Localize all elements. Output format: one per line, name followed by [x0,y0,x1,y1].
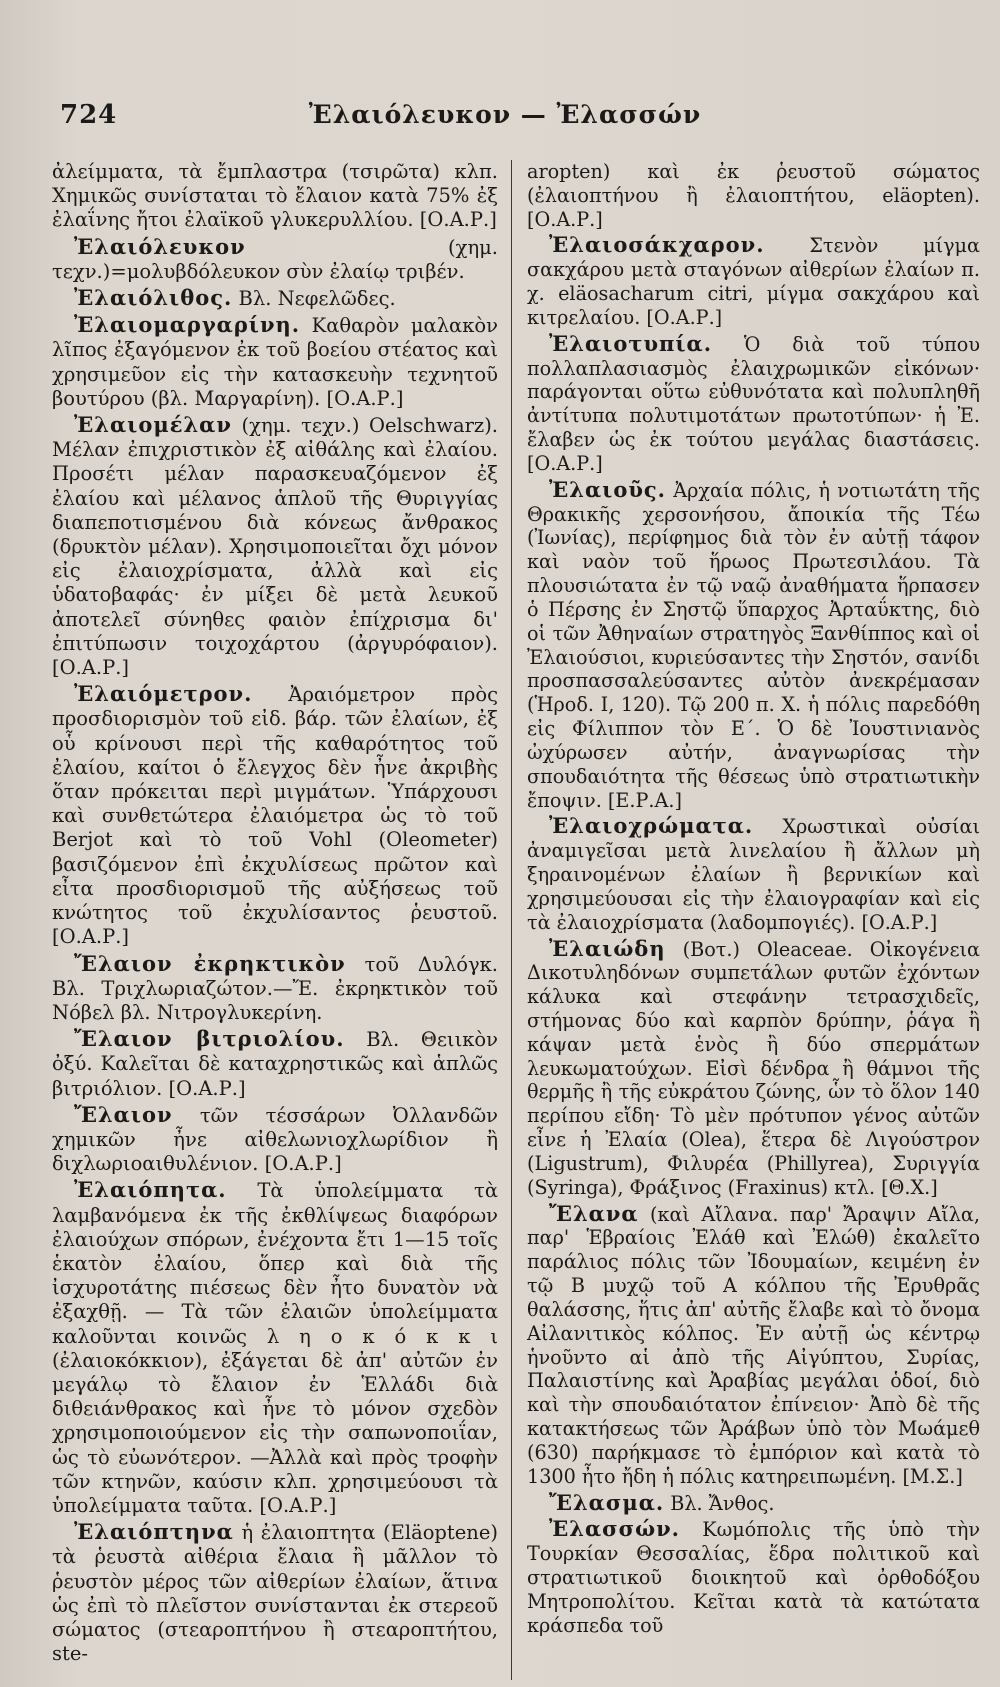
entry-text: (χημ. τεχν.)=μολυβδόλευκον σὺν ἐλαίῳ τριβέν. [52,235,498,283]
entry-text: Χρωστικαὶ οὐσίαι ἀναμιγεῖσαι μετὰ λινελαίου ἢ ἄλλων μὴ ξηραινομένων ἐλαίων ἢ βερνικίων καὶ χρησιμεύουσαι εἰς τὴν ἐλαιογραφίαν καὶ εἰς τὰ ἐλαιοχρίσματα (λαδομπογιές). [Ο.Α.Ρ.] [527,815,980,934]
entry-headword: Ἔλαιον ἐκρηκτικὸν [74,950,346,976]
entry-headword: Ἔλασμα. [549,1489,665,1515]
dictionary-entry [52,1027,498,1101]
entry-text: Ἀρχαία πόλις, ἡ νοτιωτάτη τῆς Θρακικῆς χερσονήσου, ἄποικία τῆς Τέω (Ἰωνίας), περίφημος διὰ τὸν ἐν αὐτῇ τάφον καὶ ναὸν τοῦ ἥρωος Πρωτεσιλάου. Τὰ πλουσιώτατα ἐν τῷ ναῷ ἀναθήματα ἥρπασεν ὁ Πέρσης ἐν Σηστῷ ὕπαρχος Ἀρταΰκτης, διὸ οἱ τῶν Ἀθηναίων στρατηγὸς Ξανθίππος καὶ οἱ Ἐλαιούσιοι, κυριεύσαντες τὴν Σηστόν, σανίδι προσπασσαλεύσαντες αὐτὸν ἀνεκρέμασαν (Ἡροδ. Ι, 120). Τῷ 200 π. Χ. ἡ πόλις παρεδόθη εἰς Φίλιππον τὸν Ε΄. Ὁ δὲ Ἰουστινιανὸς ὠχύρωσεν αὐτήν, ἀναγνωρίσας τὴν σπουδαιότητα τῆς θέσεως ὑπὸ στρατιωτικὴν ἔποψιν. [Ε.Ρ.Α.] [527,478,980,812]
dictionary-entry [527,233,980,329]
entry-headword: Ἐλαιοσάκχαρον. [549,232,765,258]
entry-headword: Ἐλαιοτυπία. [549,330,713,356]
entry-headword: Ἐλαιομαργαρίνη. [74,312,301,338]
dictionary-entry [52,160,498,233]
dictionary-entry [52,1103,498,1177]
entry-text: Ὁ διὰ τοῦ τύπου πολλαπλασιασμὸς ἐλαιχρωμικῶν εἰκόνων· παράγονται οὕτω εὐθυνότατα καὶ πολυπληθῆ ἀντίτυπα πολυτιμοτάτων πρωτοτύπων· ἡ Ἐ. ἔλαβεν ὡς ἐκ τούτου μεγάλας διαστάσεις. [Ο.Α.Ρ.] [527,332,980,475]
entry-text: (Βοτ.) Oleaceae. Οἰκογένεια Δικοτυληδόνων συμπετάλων φυτῶν ἐχόντων κάλυκα καὶ στεφάνην τετρασχιδεῖς, στήμονας δύο καὶ καρπὸν δρύπην, ῥάγα ἢ κάψαν μετὰ ἑνὸς ἢ δύο σπερμάτων λευκωματούχων. Εἰσὶ δένδρα ἢ θάμνοι τῆς θερμῆς ἢ τῆς εὐκράτου ζώνης, ὧν τὸ ὅλον 140 περίπου εἴδη· Τὸ μὲν πρότυπον γένος αὐτῶν εἶνε ἡ Ἐλαία (Olea), ἕτερα δὲ Λιγούστρον (Ligustrum), Φιλυρέα (Phillyrea), Συριγγία (Syringa), Φράξινος (Fraxinus) κτλ. [Θ.Χ.] [527,937,980,1199]
entry-text: Κωμόπολις τῆς ὑπὸ τὴν Τουρκίαν Θεσσαλίας, ἕδρα πολιτικοῦ καὶ στρατιωτικοῦ διοικητοῦ καὶ ὀρθοδόξου Μητροπολίτου. Κεῖται κατὰ τὰ κατώτατα κράσπεδα τοῦ [527,1518,980,1637]
running-head: Ἐλαιόλευκον — Ἐλασσών [308,100,702,129]
dictionary-entry [527,937,980,1200]
dictionary-entry [527,1491,980,1516]
entry-headword: Ἐλαιόπτηνα [74,1519,234,1545]
dictionary-entry [52,682,498,949]
dictionary-entry [527,1202,980,1489]
dictionary-entry [52,952,498,1026]
entry-headword: Ἐλαιόλευκον [74,233,246,259]
entry-text: ἀλείμματα, τὰ ἔμπλαστρα (τσιρῶτα) κλπ. Χημικῶς συνίσταται τὸ ἔλαιον κατὰ 75% ἐξ ἐλαΐνης ἤτοι ἐλαϊκοῦ γλυκερυλλίου. [Ο.Α.Ρ.] [52,160,498,232]
entry-text: τῶν τέσσάρων Ὀλλανδῶν χημικῶν ἦνε αἰθελωνιοχλωρίδιον ἢ διχλωριοαιθυλένιον. [Ο.Α.Ρ.] [52,1103,498,1176]
dictionary-entry [52,1178,498,1518]
right-column [527,160,980,1640]
entry-headword: Ἐλαιώδη [549,935,666,961]
page-number: 724 [60,100,118,130]
dictionary-entry [527,478,980,813]
dictionary-entry [52,413,498,680]
entry-headword: Ἔλαιον [74,1101,173,1127]
dictionary-entry [527,332,980,476]
entry-headword: Ἐλαιόλιθος. [74,285,233,311]
left-column [52,160,498,1668]
column-divider [511,160,512,1680]
entry-text: (χημ. τεχν.) Oelschwarz). Μέλαν ἐπιχριστικὸν ἐξ αἰθάλης καὶ ἐλαίου. Προσέτι μέλαν παρασκευαζόμενον ἐξ ἐλαίου καὶ μέλανος ἁπλοῦ τῆς Θυριγγίας διαπεποτισμένου διὰ κόνεως ἄνθρακος (δρυκτὸν μέλαν). Χρησιμοποιεῖται ὄχι μόνον εἰς ἐλαιοχρίσματα, ἀλλὰ καὶ εἰς ὑδατοβαφάς· ἐν μίξει δὲ μετὰ λευκοῦ ἀποτελεῖ σύνηθες φαιὸν ἐπίχρισμα δι' ἐπιτύπωσιν τοιχοχάρτου (ἀργυρόφαιον). [Ο.Α.Ρ.] [52,414,498,680]
dictionary-entry [527,1517,980,1637]
dictionary-entry [52,286,498,311]
entry-headword: Ἐλαιοῦς. [549,476,666,502]
entry-text: Βλ. Θειικὸν ὀξύ. Καλεῖται δὲ καταχρηστικῶς καὶ ἁπλῶς βιτριόλιον. [Ο.Α.Ρ.] [52,1028,498,1100]
entry-text: (καὶ Αἴλανα. παρ' Ἄραψιν Αἴλα, παρ' Ἑβραίοις Ἐλάθ καὶ Ἐλώθ) ἐκαλεῖτο παράλιος πόλις τῶν Ἰδουμαίων, κειμένη ἐν τῷ Β μυχῷ τοῦ Α κόλπου τῆς Ἐρυθρᾶς θαλάσσης, ἥτις ἀπ' αὐτῆς ἔλαβε καὶ τὸ ὄνομα Αἰλανιτικὸς κόλπος. Ἐν αὐτῇ ὡς κέντρῳ ἡνοῦντο αἱ ἀπὸ τῆς Αἰγύπτου, Συρίας, Παλαιστίνης καὶ Ἀραβίας μεγάλαι ὁδοί, διὸ καὶ τὴν σπουδαιότατον ἐπίνειον· Ἀπὸ δὲ τῆς κατακτήσεως τῶν Ἀράβων ὑπὸ τὸν Μωάμεθ (630) παρήκμασε τὸ ἐμπόριον καὶ κατὰ τὸ 1300 ἦτο ἤδη ἡ πόλις κατηρειπωμένη. [Μ.Σ.] [527,1202,980,1488]
dictionary-entry [52,313,498,411]
entry-text: Τὰ ὑπολείμματα τὰ λαμβανόμενα ἐκ τῆς ἐκθλίψεως διαφόρων ἐλαιούχων σπόρων, ἐνέχοντα ἔτι 1—15 τοῖς ἑκατὸν ἐλαίου, ὅπερ καὶ διὰ τῆς ἰσχυροτάτης πιέσεως δὲν ἦτο δυνατὸν νὰ ἐξαχθῇ. — Τὰ τῶν ἐλαιῶν ὑπολείμματα καλοῦνται κοινῶς λ η ο κ ό κ κ ι (ἐλαιοκόκκιον), ἐξάγεται δὲ ἀπ' αὐτῶν ἐν μεγάλῳ τὸ ἔλαιον ἐν Ἑλλάδι διὰ διθειάνθρακος καὶ ἦνε τὸ μόνον σχεδὸν χρησιμοποιούμενον εἰς τὴν σαπωνοποιΐαν, ὡς τὸ εὐωνότερον. —Ἀλλὰ καὶ πρὸς τροφὴν τῶν κτηνῶν, καύσιν κλπ. χρησιμεύουσι τὰ ὑπολείμματα ταῦτα. [Ο.Α.Ρ.] [52,1179,499,1517]
entry-text: ἡ ἐλαιοπτητα (Eläoptene) τὰ ῥευστὰ αἰθέρια ἔλαια ἢ μᾶλλον τὸ ῥευστὸν μέρος τῶν αἰθερίων ἐλαίων, ἅτινα ὡς ἐπὶ τὸ πλεῖστον συνίστανται ἐκ στερεοῦ σώματος (στεαροπτήνου ἢ στεαροπτήτου, ste- [52,1521,498,1666]
entry-headword: Ἐλασσών. [549,1516,680,1542]
page-header [50,100,960,134]
dictionary-entry [52,1520,498,1666]
entry-headword: Ἐλαιοχρώματα. [549,813,754,839]
dictionary-entry [52,235,498,284]
dictionary-entry [527,814,980,934]
entry-headword: Ἔλανα [549,1200,639,1226]
entry-text: τοῦ Δυλόγκ. Βλ. Τριχλωριαζώτον.—Ἔ. ἐκρηκτικὸν τοῦ Νόβελ βλ. Νιτρογλυκερίνη. [52,952,498,1024]
entry-text: Βλ. Ἄνθος. [670,1491,775,1515]
entry-text: Ἀραιόμετρον πρὸς προσδιορισμὸν τοῦ εἰδ. βάρ. τῶν ἐλαίων, ἐξ οὗ κρίνουσι περὶ τῆς καθαρότητος τοῦ ἐλαίου, καίτοι ὁ ἔλεγχος δὲν ἦνε ἀκριβὴς ὅταν πρόκειται περὶ μιγμάτων. Ὑπάρχουσι καὶ συνθετώτερα ἐλαιόμετρα ὡς τὸ τοῦ Berjot καὶ τὸ τοῦ Vohl (Oleometer) βασιζόμενον ἐπὶ ἐκχυλίσεως πρῶτον καὶ εἶτα προσδιορισμοῦ τῆς αὐξήσεως τοῦ κνώτητος τοῦ ἐκχυλίσαντος ῥευστοῦ. [Ο.Α.Ρ.] [52,683,498,949]
entry-headword: Ἔλαιον βιτριολίου. [74,1026,345,1052]
entry-headword: Ἐλαιόπητα. [74,1177,227,1203]
entry-text: Στενὸν μίγμα σακχάρου μετὰ σταγόνων αἰθερίων ἐλαίων π. χ. eläosacharum citri, μίγμα σακχάρου καὶ κιτρελαίου. [Ο.Α.Ρ.] [527,234,980,329]
entry-text: Βλ. Νεφελῶδες. [238,287,396,311]
entry-headword: Ἐλαιόμετρον. [74,681,253,707]
entry-text: aropten) καὶ ἐκ ῥευστοῦ σώματος (ἐλαιοπτήνου ἢ ἐλαιοπτήτου, eläopten). [Ο.Α.Ρ.] [527,160,980,231]
entry-text: Καθαρὸν μαλακὸν λῖπος ἐξαγόμενον ἐκ τοῦ βοείου στέατος καὶ χρησιμεῦον εἰς τὴν κατασκευὴν τεχνητοῦ βουτύρου (βλ. Μαργαρίνη). [Ο.Α.Ρ.] [52,314,498,410]
entry-headword: Ἐλαιομέλαν [74,412,232,438]
dictionary-entry [527,160,980,231]
